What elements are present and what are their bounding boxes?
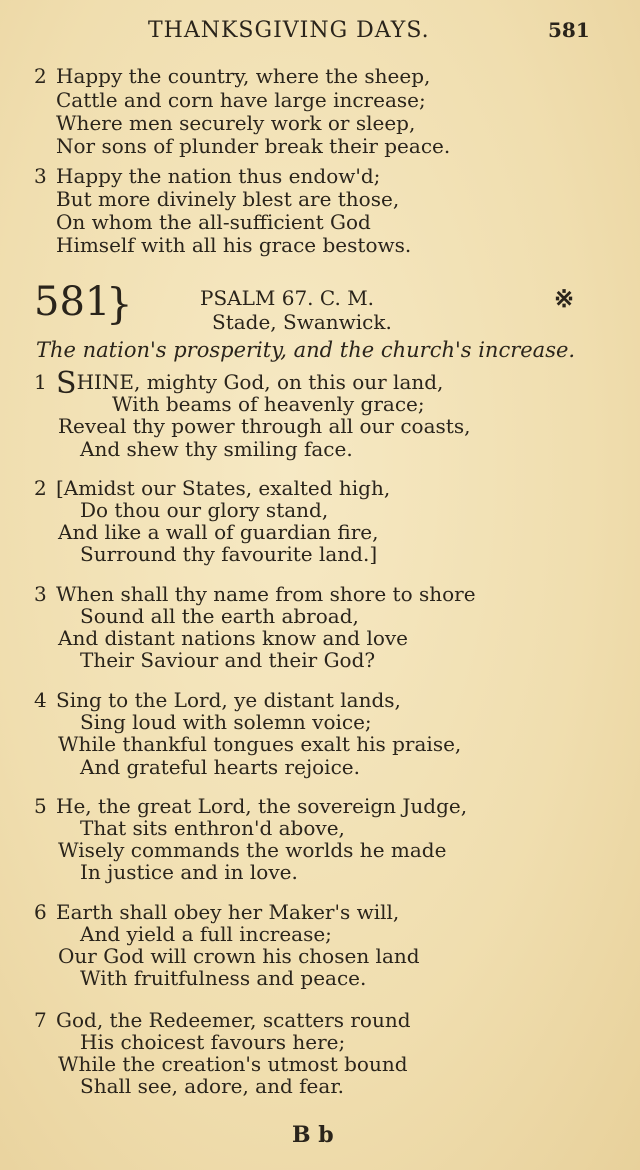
running-header: THANKSGIVING DAYS.	[148, 18, 430, 43]
verse-line: But more divinely blest are those,	[56, 187, 400, 211]
verse-line: Reveal thy power through all our coasts,	[58, 414, 471, 438]
verse-line: Do thou our glory stand,	[80, 498, 329, 522]
verse-line: 5 He, the great Lord, the sovereign Judge,	[34, 794, 468, 818]
verse-line: While the creation's utmost bound	[58, 1052, 408, 1076]
stanza-number: 2	[34, 476, 47, 500]
verse-line: Where men securely work or sleep,	[56, 111, 416, 135]
verse-line: 7 God, the Redeemer, scatters round	[34, 1008, 411, 1032]
stanza-number: 2	[34, 64, 47, 88]
verse-line: Wisely commands the worlds he made	[58, 838, 447, 862]
stanza-number: 3	[34, 582, 47, 606]
stanza-number: 4	[34, 688, 47, 712]
brace-glyph: }	[106, 279, 133, 328]
drop-cap: S	[56, 366, 77, 401]
verse-line: 2 [Amidst our States, exalted high,	[34, 476, 391, 500]
verse-line: His choicest favours here;	[80, 1030, 346, 1054]
stanza-number: 7	[34, 1008, 47, 1032]
verse-line: 2 Happy the country, where the sheep,	[34, 64, 431, 88]
verse-line: With fruitfulness and peace.	[80, 966, 367, 990]
verse-line: On whom the all-sufficient God	[56, 210, 371, 234]
verse-line: That sits enthron'd above,	[80, 816, 345, 840]
verse-line: Cattle and corn have large increase;	[56, 88, 426, 112]
verse-line: While thankful tongues exalt his praise,	[58, 732, 462, 756]
verse-line: 3 When shall thy name from shore to shore	[34, 582, 476, 606]
verse-line: 3 Happy the nation thus endow'd;	[34, 164, 381, 188]
psalm-heading: PSALM 67. C. M.	[200, 286, 375, 310]
stanza-number: 5	[34, 794, 47, 818]
hymn-number: 581	[34, 279, 111, 325]
verse-line: 1 SHINE, mighty God, on this our land,	[34, 366, 444, 401]
tune-names: Stade, Swanwick.	[212, 310, 392, 334]
stanza-number: 6	[34, 900, 47, 924]
stanza-number: 3	[34, 164, 47, 188]
verse-line: Sound all the earth abroad,	[80, 604, 359, 628]
verse-line: Surround thy favourite land.]	[80, 542, 378, 566]
verse-line: Nor sons of plunder break their peace.	[56, 134, 451, 158]
verse-line: 6 Earth shall obey her Maker's will,	[34, 900, 400, 924]
verse-line: And grateful hearts rejoice.	[80, 755, 360, 779]
verse-line: With beams of heavenly grace;	[112, 392, 425, 416]
hymn-subtitle: The nation's prosperity, and the church's increase.	[36, 338, 576, 362]
verse-line: And distant nations know and love	[58, 626, 409, 650]
verse-line: Shall see, adore, and fear.	[80, 1074, 345, 1098]
verse-line: And like a wall of guardian fire,	[58, 520, 379, 544]
verse-line: In justice and in love.	[80, 860, 298, 884]
verse-line: Their Saviour and their God?	[80, 648, 376, 672]
verse-line: And shew thy smiling face.	[80, 437, 353, 461]
verse-line: And yield a full increase;	[80, 922, 332, 946]
signature-mark: B b	[292, 1122, 334, 1148]
page-number: 581	[548, 18, 590, 42]
verse-line: Himself with all his grace bestows.	[56, 233, 412, 257]
stanza-number: 1	[34, 370, 47, 394]
ornament-icon: ※	[554, 284, 575, 313]
verse-line: Sing loud with solemn voice;	[80, 710, 372, 734]
verse-line: 4 Sing to the Lord, ye distant lands,	[34, 688, 401, 712]
verse-line: Our God will crown his chosen land	[58, 944, 420, 968]
